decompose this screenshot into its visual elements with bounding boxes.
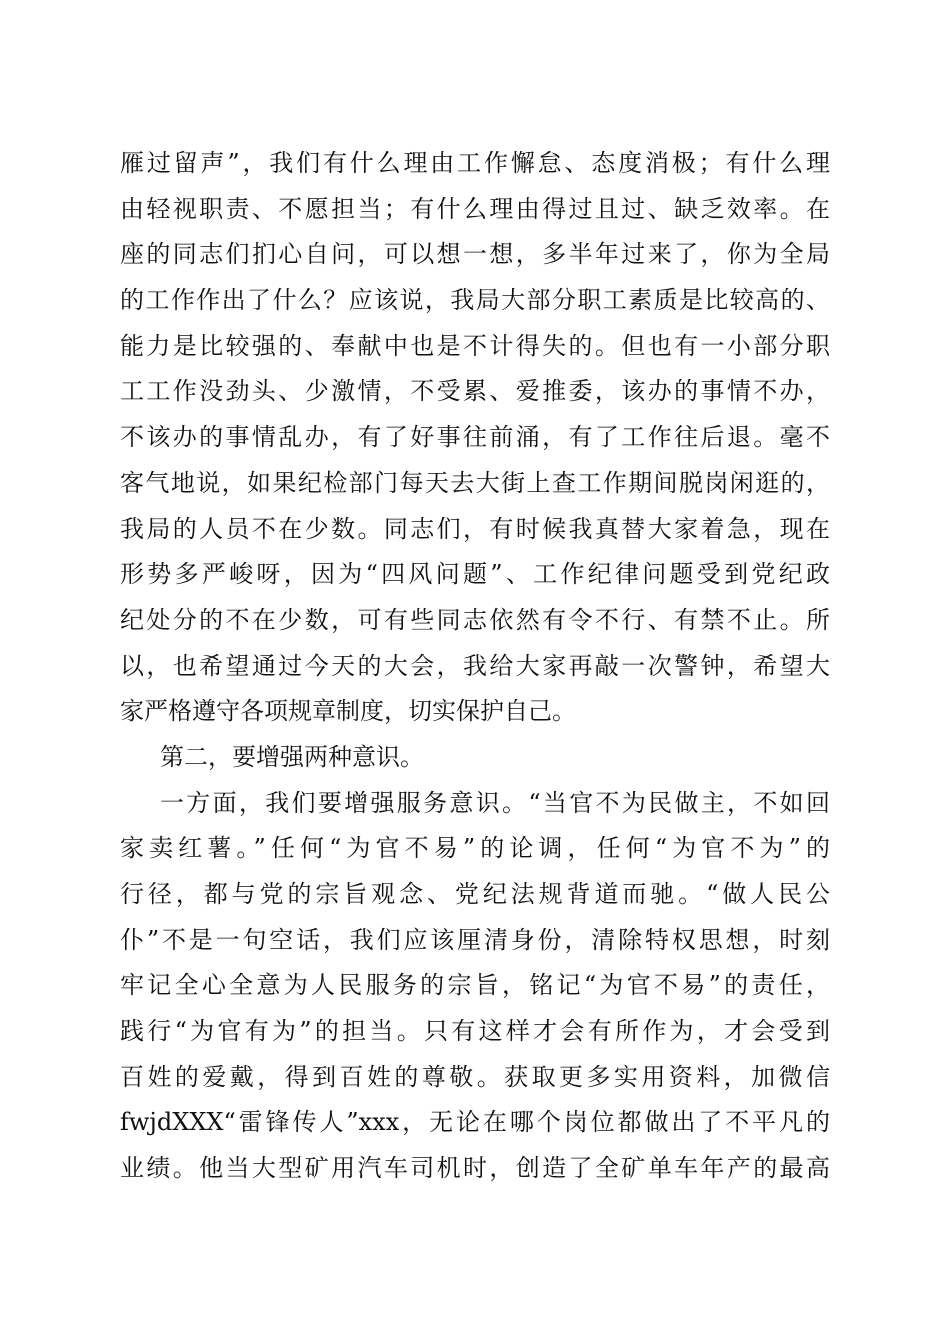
text-line: 以，也希望通过今天的大会，我给大家再敲一次警钟，希望大 [120,651,830,680]
text-line: 家卖红薯。”任何“为官不易”的论调，任何“为官不为”的 [120,834,830,863]
text-line: 由轻视职责、不愿担当；有什么理由得过且过、缺乏效率。在 [120,194,830,223]
text-line: 牢记全心全意为人民服务的宗旨，铭记“为官不易”的责任， [120,971,830,1000]
text-line: 客气地说，如果纪检部门每天去大街上查工作期间脱岗闲逛的， [120,468,830,497]
text-line: 百姓的爱戴，得到百姓的尊敬。获取更多实用资料，加微信 [120,1062,830,1091]
body-text [120,141,830,1192]
text-line: 我局的人员不在少数。同志们，有时候我真替大家着急，现在 [120,514,830,543]
text-line: 座的同志们扪心自问，可以想一想，多半年过来了，你为全局 [120,240,830,269]
text-line: 践行“为官有为”的担当。只有这样才会有所作为，才会受到 [120,1017,830,1046]
text-line: 形势多严峻呀，因为“四风问题”、工作纪律问题受到党纪政 [120,560,830,589]
text-line: 行径，都与党的宗旨观念、党纪法规背道而驰。“做人民公 [120,880,830,908]
text-line: 的工作作出了什么？应该说，我局大部分职工素质是比较高的、 [120,286,830,315]
text-line: 不该办的事情乱办，有了好事往前涌，有了工作往后退。毫不 [120,423,830,452]
text-line: 雁过留声”，我们有什么理由工作懈怠、态度消极；有什么理 [120,149,830,177]
text-line: 能力是比较强的、奉献中也是不计得失的。但也有一小部分职 [120,331,830,360]
text-line: 一方面，我们要增强服务意识。“当官不为民做主，不如回 [160,788,830,817]
text-line: 工工作没劲头、少激情，不受累、爱推委，该办的事情不办， [120,377,830,406]
text-line: fwjdXXX“雷锋传人”xxx，无论在哪个岗位都做出了不平凡的 [120,1108,830,1137]
text-line: 家严格遵守各项规章制度，切实保护自己。 [120,697,576,726]
text-line: 第二，要增强两种意识。 [160,742,424,771]
text-line: 纪处分的不在少数，可有些同志依然有令不行、有禁不止。所 [120,605,830,634]
text-line: 业绩。他当大型矿用汽车司机时，创造了全矿单车年产的最高 [120,1154,830,1183]
text-line: 仆”不是一句空话，我们应该厘清身份，清除特权思想，时刻 [120,925,830,954]
